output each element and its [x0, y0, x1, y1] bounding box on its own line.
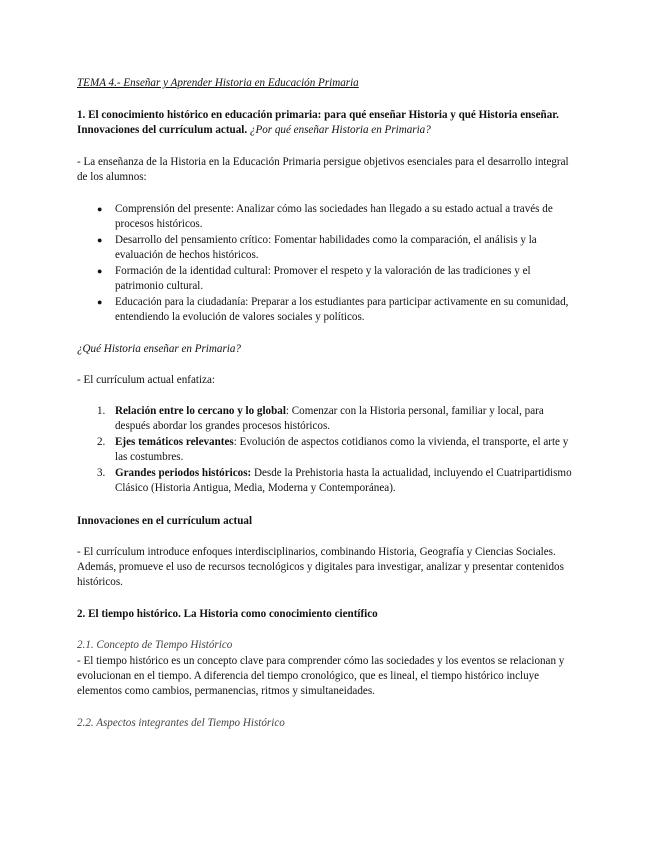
- document-title: TEMA 4.- Enseñar y Aprender Historia en Educación Primaria: [77, 77, 359, 89]
- subsection-2-1-text: - El tiempo histórico es un concepto clave para comprender cómo las sociedades y los eventos se relacionan y evolucionan en el tiempo. A diferencia del tiempo cronológico, que es lineal, el tiempo histórico incluye elementos como cambios, permanencias, ritmos y simultaneidades.: [77, 655, 565, 698]
- list-item: [77, 466, 577, 496]
- list-item: [77, 435, 577, 465]
- curriculum-intro: - El currículum actual enfatiza:: [77, 374, 215, 386]
- list-item-text: : Evolución de aspectos cotidianos como la vivienda, el transporte, el arte y las costumbres.: [115, 435, 569, 464]
- subsection-2-1-heading: 2.1. Concepto de Tiempo Histórico: [77, 639, 233, 651]
- list-item-text: Formación de la identidad cultural: Promover el respeto y la valoración de las tradiciones y el patrimonio cultural.: [115, 264, 531, 293]
- innovaciones-heading: Innovaciones en el currículum actual: [77, 515, 253, 527]
- list-number: 3.: [97, 466, 106, 479]
- list-item: [77, 233, 577, 263]
- list-item: [77, 202, 577, 232]
- list-number: 2.: [97, 435, 106, 448]
- curriculum-list: [77, 404, 577, 497]
- list-item-text: Desde la Prehistoria hasta la actualidad, incluyendo el Cuatripartidismo Clásico (Historia Antigua, Media, Moderna y Contemporánea).: [115, 466, 572, 495]
- list-item-text: Desarrollo del pensamiento crítico: Fomentar habilidades como la comparación, el análisis y la evaluación de hechos históricos.: [115, 233, 537, 262]
- que-historia-heading: ¿Qué Historia enseñar en Primaria?: [77, 343, 241, 355]
- section-1-heading: [77, 108, 577, 138]
- bullet-icon: ●: [97, 296, 103, 307]
- objectives-list: [77, 202, 577, 326]
- list-item: [77, 264, 577, 294]
- list-item-text: Educación para la ciudadanía: Preparar a los estudiantes para participar activamente en su comunidad, entendiendo la evolución de valores sociales y políticos.: [115, 295, 569, 323]
- section-2-heading: 2. El tiempo histórico. La Historia como conocimiento científico: [77, 608, 378, 620]
- list-item-bold: Grandes periodos históricos:: [115, 466, 252, 479]
- list-item-bold: Relación entre lo cercano y lo global: [115, 405, 286, 417]
- section-1-heading-question: ¿Por qué enseñar Historia en Primaria?: [249, 124, 431, 137]
- bullet-icon: ●: [97, 204, 103, 214]
- list-item-text: : Comenzar con la Historia personal, familiar y local, para después abordar los grandes procesos históricos.: [115, 405, 544, 433]
- list-item-text: Comprensión del presente: Analizar cómo las sociedades han llegado a su estado actual a través de procesos históricos.: [115, 203, 553, 231]
- bullet-icon: ●: [97, 265, 103, 276]
- section-1-heading-bold: 1. El conocimiento histórico en educación primaria: para qué enseñar Historia y qué Historia enseñar. Innovaciones del currículum actual.: [77, 109, 559, 137]
- innovaciones-text: - El currículum introduce enfoques interdisciplinarios, combinando Historia, Geografía y Ciencias Sociales. Además, promueve el uso de recursos tecnológicos y digitales para investigar, analizar y presentar contenidos históricos.: [77, 546, 564, 589]
- list-item-bold: Ejes temáticos relevantes: [115, 435, 234, 448]
- section-1-intro: - La enseñanza de la Historia en la Educación Primaria persigue objetivos esenciales para el desarrollo integral de los alumnos:: [77, 156, 569, 184]
- list-number: 1.: [97, 405, 106, 417]
- list-item: [77, 295, 577, 325]
- subsection-2-2-heading: 2.2. Aspectos integrantes del Tiempo Histórico: [77, 717, 285, 729]
- bullet-icon: ●: [97, 234, 103, 245]
- list-item: [77, 404, 577, 434]
